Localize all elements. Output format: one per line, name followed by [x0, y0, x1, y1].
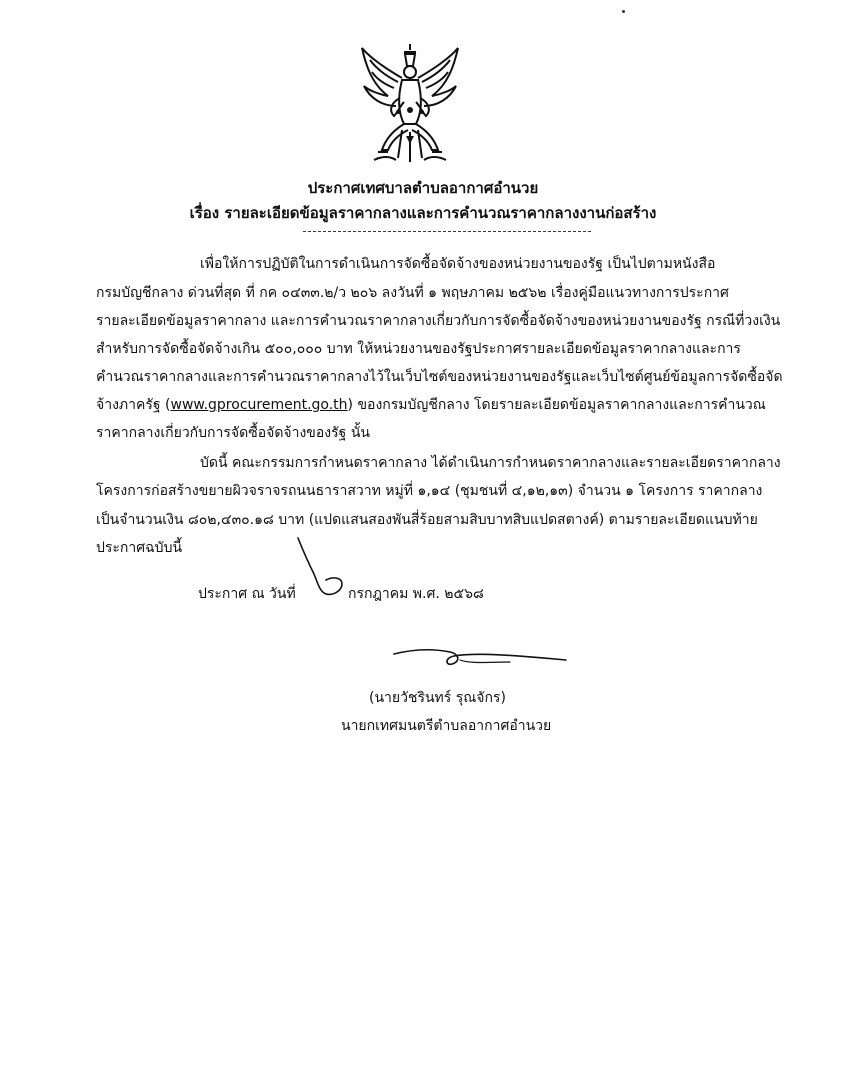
signatory-position: นายกเทศมนตรีตำบลอากาศอำนวย [341, 718, 552, 734]
body-text: จ้างภาครัฐ ( [96, 397, 171, 413]
body-line: รายละเอียดข้อมูลราคากลาง และการคำนวณราคากลางเกี่ยวกับการจัดซื้อจัดจ้างของหน่วยงานของรัฐ กรณีที่วงเงิน [96, 313, 781, 329]
signature-icon [390, 640, 570, 680]
body-line: คำนวณราคากลางและการคำนวณราคากลางไว้ในเว็บไซต์ของหน่วยงานของรัฐและเว็บไซต์ศูนย์ข้อมูลการจัดซื้อจัด [96, 369, 783, 385]
body-line: เพื่อให้การปฏิบัติในการดำเนินการจัดซื้อจัดจ้างของหน่วยงานของรัฐ เป็นไปตามหนังสือ [200, 256, 716, 272]
body-line: กรมบัญชีกลาง ด่วนที่สุด ที่ กค ๐๔๓๓.๒/ว ๒๐๖ ลงวันที่ ๑ พฤษภาคม ๒๕๖๒ เรื่องคู่มือแนวทางการประกาศ [96, 285, 729, 301]
signatory-name: (นายวัชรินทร์ รุณจักร) [369, 690, 506, 706]
handwritten-date-icon [290, 536, 350, 600]
announcement-title: ประกาศเทศบาลตำบลอากาศอำนวย [307, 179, 539, 197]
body-line: บัดนี้ คณะกรรมการกำหนดราคากลาง ได้ดำเนินการกำหนดราคากลางและรายละเอียดราคากลาง [200, 455, 781, 471]
body-line [96, 395, 766, 415]
body-line: ราคากลางเกี่ยวกับการจัดซื้อจัดจ้างของรัฐ นั้น [96, 425, 370, 441]
body-line: สำหรับการจัดซื้อจัดจ้างเกิน ๕๐๐,๐๐๐ บาท ให้หน่วยงานของรัฐประกาศรายละเอียดข้อมูลราคากลางและการ [96, 341, 741, 357]
announcement-subject: เรื่อง รายละเอียดข้อมูลราคากลางและการคำนวณราคากลางงานก่อสร้าง [189, 204, 657, 222]
title-divider [303, 231, 591, 232]
body-line: เป็นจำนวนเงิน ๘๐๒,๔๓๐.๑๘ บาท (แปดแสนสองพันสี่ร้อยสามสิบบาทสิบแปดสตางค์) ตามรายละเอียดแนบท้าย [96, 512, 758, 528]
scan-speck [622, 10, 625, 13]
body-line: ประกาศฉบับนี้ [96, 540, 183, 556]
announcement-month-year: กรกฎาคม พ.ศ. ๒๕๖๘ [348, 586, 484, 602]
body-text: ) ของกรมบัญชีกลาง โดยรายละเอียดข้อมูลราคากลางและการคำนวณ [347, 397, 766, 413]
body-line: โครงการก่อสร้างขยายผิวจราจรถนนธาราสวาท หมู่ที่ ๑,๑๔ (ชุมชนที่ ๔,๑๒,๑๓) จำนวน ๑ โครงการ ราคากลาง [96, 483, 763, 499]
announcement-date-label: ประกาศ ณ วันที่ [198, 586, 296, 602]
gprocurement-link[interactable]: www.gprocurement.go.th [170, 397, 348, 413]
garuda-emblem-icon [358, 40, 462, 168]
